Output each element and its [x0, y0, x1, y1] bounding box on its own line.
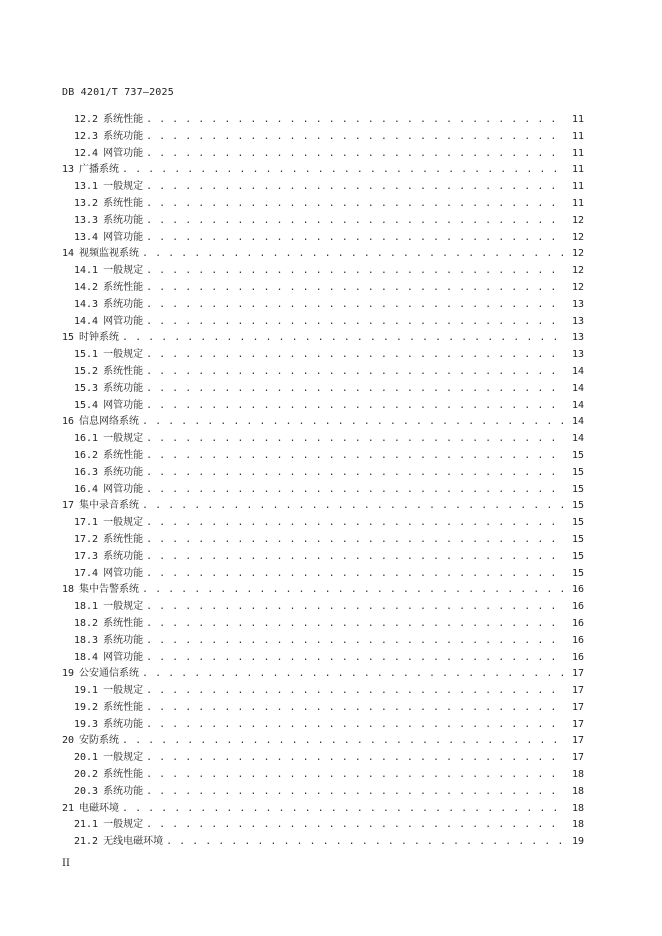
- toc-leader-dots: [142, 416, 565, 427]
- toc-entry-title: 网管功能: [103, 651, 144, 663]
- toc-entry-title: 系统功能: [103, 718, 144, 730]
- toc-entry-title: 系统性能: [103, 281, 144, 293]
- toc-entry[interactable]: [62, 799, 584, 816]
- toc-entry-page: 16: [571, 651, 584, 663]
- toc-entry-page: 17: [571, 668, 584, 680]
- toc-leader-dots: [146, 719, 565, 730]
- toc-entry-page: 17: [571, 735, 584, 747]
- toc-entry-page: 17: [571, 718, 584, 730]
- page-number-footer: II: [62, 858, 70, 869]
- toc-leader-dots: [146, 148, 565, 159]
- toc-entry-title: 网管功能: [103, 147, 144, 159]
- toc-entry-title: 系统性能: [103, 769, 144, 781]
- toc-entry-title: 一般规定: [103, 265, 144, 277]
- toc-leader-dots: [146, 450, 565, 461]
- toc-entry[interactable]: [62, 731, 584, 748]
- toc-entry-title: 系统功能: [103, 550, 144, 562]
- toc-entry-title: 一般规定: [103, 819, 144, 831]
- toc-entry-number: 12.2: [74, 114, 99, 125]
- toc-entry-title: 公安通信系统: [79, 668, 140, 680]
- toc-entry-title: 一般规定: [103, 685, 144, 697]
- toc-entry-title: 集中告警系统: [79, 584, 140, 596]
- toc-leader-dots: [122, 803, 565, 814]
- toc-entry-title: 系统性能: [103, 449, 144, 461]
- toc-entry-number: 18.2: [74, 617, 99, 629]
- toc-entry-title: 系统功能: [103, 634, 144, 646]
- toc-entry-page: 15: [571, 483, 584, 495]
- toc-entry-page: 16: [571, 601, 584, 613]
- toc-entry-title: 系统性能: [103, 114, 144, 125]
- toc-leader-dots: [142, 248, 565, 259]
- toc-entry-page: 11: [571, 197, 584, 209]
- toc-entry-title: 系统功能: [103, 466, 144, 478]
- toc-entry-page: 11: [571, 130, 584, 142]
- toc-entry-title: 一般规定: [103, 181, 144, 193]
- toc-entry-page: 15: [571, 449, 584, 461]
- toc-entry-number: 18.3: [74, 634, 99, 646]
- toc-leader-dots: [146, 265, 565, 276]
- toc-entry-page: 17: [571, 685, 584, 697]
- toc-entry-number: 15.3: [74, 382, 99, 394]
- toc-entry-title: 安防系统: [79, 735, 120, 747]
- toc-entry-page: 16: [571, 617, 584, 629]
- toc-entry[interactable]: [62, 211, 584, 228]
- toc-leader-dots: [146, 316, 565, 327]
- toc-leader-dots: [146, 534, 565, 545]
- toc-entry-page: 14: [571, 416, 584, 428]
- toc-entry[interactable]: [62, 664, 584, 681]
- toc-leader-dots: [122, 735, 565, 746]
- toc-entry[interactable]: [62, 631, 584, 648]
- toc-leader-dots: [146, 400, 565, 411]
- toc-entry-page: 15: [571, 533, 584, 545]
- toc-entry-number: 20: [62, 735, 75, 747]
- toc-entry[interactable]: [62, 463, 584, 480]
- toc-leader-dots: [146, 198, 565, 209]
- toc-entry-page: 12: [571, 265, 584, 277]
- toc-entry-title: 时钟系统: [79, 332, 120, 344]
- toc-entry-number: 12.3: [74, 130, 99, 142]
- toc-entry-title: 系统性能: [103, 197, 144, 209]
- toc-leader-dots: [146, 232, 565, 243]
- toc-leader-dots: [146, 551, 565, 562]
- toc-leader-dots: [146, 752, 565, 763]
- toc-leader-dots: [146, 433, 565, 444]
- toc-entry-number: 16.3: [74, 466, 99, 478]
- toc-entry-title: 一般规定: [103, 752, 144, 764]
- toc-leader-dots: [146, 652, 565, 663]
- toc-entry-number: 14.4: [74, 315, 99, 327]
- toc-leader-dots: [146, 517, 565, 528]
- toc-entry-title: 系统性能: [103, 701, 144, 713]
- toc-entry[interactable]: [62, 480, 584, 497]
- toc-entry[interactable]: [62, 278, 584, 295]
- toc-entry-page: 16: [571, 634, 584, 646]
- toc-entry[interactable]: [62, 379, 584, 396]
- toc-entry[interactable]: [62, 496, 584, 513]
- toc-leader-dots: [146, 618, 565, 629]
- toc-entry-page: 12: [571, 248, 584, 260]
- toc-entry[interactable]: [62, 648, 584, 665]
- toc-entry-page: 15: [571, 466, 584, 478]
- toc-entry[interactable]: [62, 312, 584, 329]
- toc-entry-number: 18.1: [74, 601, 99, 613]
- toc-entry-page: 15: [571, 567, 584, 579]
- toc-leader-dots: [146, 215, 565, 226]
- toc-entry-title: 电磁环境: [79, 802, 120, 814]
- toc-entry-number: 17.4: [74, 567, 99, 579]
- toc-entry-page: 11: [571, 147, 584, 159]
- toc-entry-number: 21.2: [74, 836, 99, 848]
- toc-entry[interactable]: [62, 261, 584, 278]
- toc-entry[interactable]: [62, 446, 584, 463]
- toc-entry-page: 13: [571, 349, 584, 361]
- toc-entry-number: 17.1: [74, 517, 99, 529]
- toc-entry-number: 19.1: [74, 685, 99, 697]
- toc-entry-page: 17: [571, 752, 584, 764]
- toc-entry-title: 网管功能: [103, 231, 144, 243]
- toc-leader-dots: [146, 769, 565, 780]
- toc-entry-title: 网管功能: [103, 483, 144, 495]
- toc-entry-title: 一般规定: [103, 349, 144, 361]
- toc-entry-page: 15: [571, 550, 584, 562]
- toc-entry-title: 一般规定: [103, 433, 144, 445]
- toc-entry[interactable]: [62, 765, 584, 782]
- toc-leader-dots: [146, 282, 565, 293]
- toc-entry-title: 网管功能: [103, 399, 144, 411]
- toc-leader-dots: [146, 702, 565, 713]
- toc-entry-page: 15: [571, 517, 584, 529]
- toc-entry-title: 视频监视系统: [79, 248, 140, 260]
- toc-entry-title: 系统功能: [103, 130, 144, 142]
- toc-entry-number: 17: [62, 500, 75, 512]
- toc-leader-dots: [142, 500, 565, 511]
- toc-leader-dots: [122, 164, 565, 175]
- toc-entry[interactable]: [62, 396, 584, 413]
- toc-entry-title: 系统性能: [103, 617, 144, 629]
- toc-leader-dots: [146, 131, 565, 142]
- toc-entry-title: 一般规定: [103, 601, 144, 613]
- toc-entry[interactable]: [62, 244, 584, 261]
- toc-entry-page: 11: [571, 164, 584, 176]
- toc-entry-number: 13.3: [74, 214, 99, 226]
- toc-leader-dots: [146, 181, 565, 192]
- toc-entry[interactable]: [62, 429, 584, 446]
- toc-entry[interactable]: [62, 177, 584, 194]
- toc-leader-dots: [146, 299, 565, 310]
- toc-entry[interactable]: [62, 815, 584, 832]
- toc-entry[interactable]: [62, 580, 584, 597]
- toc-entry-number: 15.4: [74, 399, 99, 411]
- toc-leader-dots: [146, 635, 565, 646]
- toc-entry-title: 系统功能: [103, 382, 144, 394]
- toc-entry-page: 11: [571, 181, 584, 193]
- toc-entry[interactable]: [62, 530, 584, 547]
- toc-entry-number: 21.1: [74, 819, 99, 831]
- toc-entry-number: 19.2: [74, 701, 99, 713]
- toc-entry-number: 20.2: [74, 769, 99, 781]
- toc-entry-title: 广播系统: [79, 164, 120, 176]
- toc-entry-page: 11: [571, 114, 584, 125]
- toc-entry[interactable]: [62, 362, 584, 379]
- toc-entry-page: 14: [571, 365, 584, 377]
- toc-leader-dots: [142, 668, 565, 679]
- toc-entry-number: 19: [62, 668, 75, 680]
- toc-leader-dots: [146, 568, 565, 579]
- toc-entry-number: 14.1: [74, 265, 99, 277]
- toc-entry-page: 14: [571, 382, 584, 394]
- toc-entry[interactable]: [62, 345, 584, 362]
- toc-entry-number: 13: [62, 164, 75, 176]
- toc-entry-title: 集中录音系统: [79, 500, 140, 512]
- toc-entry-number: 16.4: [74, 483, 99, 495]
- toc-leader-dots: [146, 383, 565, 394]
- toc-entry-title: 系统功能: [103, 214, 144, 226]
- toc-leader-dots: [146, 366, 565, 377]
- toc-entry-page: 12: [571, 281, 584, 293]
- toc-leader-dots: [122, 332, 565, 343]
- toc-entry-page: 18: [571, 802, 584, 814]
- toc-entry[interactable]: [62, 194, 584, 211]
- toc-entry-page: 18: [571, 769, 584, 781]
- toc-entry[interactable]: [62, 748, 584, 765]
- toc-entry-number: 20.1: [74, 752, 99, 764]
- toc-entry[interactable]: [62, 782, 584, 799]
- toc-entry-page: 18: [571, 819, 584, 831]
- toc-entry[interactable]: [62, 328, 584, 345]
- toc-entry-page: 15: [571, 500, 584, 512]
- toc-entry-number: 13.4: [74, 231, 99, 243]
- table-of-contents: [62, 110, 584, 849]
- document-code-header: DB 4201/T 737—2025: [62, 87, 174, 98]
- toc-entry[interactable]: [62, 412, 584, 429]
- toc-leader-dots: [146, 786, 565, 797]
- toc-entry-page: 19: [571, 836, 584, 848]
- toc-entry-number: 16: [62, 416, 75, 428]
- toc-entry[interactable]: [62, 547, 584, 564]
- toc-entry-number: 20.3: [74, 785, 99, 797]
- toc-leader-dots: [146, 819, 565, 830]
- toc-leader-dots: [146, 685, 565, 696]
- toc-entry-title: 网管功能: [103, 567, 144, 579]
- toc-entry-title: 网管功能: [103, 315, 144, 327]
- toc-leader-dots: [146, 467, 565, 478]
- toc-entry[interactable]: [62, 144, 584, 161]
- toc-entry-number: 19.3: [74, 718, 99, 730]
- toc-leader-dots: [146, 114, 565, 125]
- toc-entry-number: 14.3: [74, 298, 99, 310]
- toc-entry-number: 18: [62, 584, 75, 596]
- toc-entry-number: 16.1: [74, 433, 99, 445]
- toc-entry-page: 17: [571, 701, 584, 713]
- toc-entry-number: 21: [62, 802, 75, 814]
- toc-entry-page: 13: [571, 332, 584, 344]
- toc-leader-dots: [166, 836, 565, 847]
- toc-entry-title: 系统功能: [103, 785, 144, 797]
- toc-entry-title: 一般规定: [103, 517, 144, 529]
- toc-leader-dots: [142, 584, 565, 595]
- toc-entry[interactable]: [62, 127, 584, 144]
- toc-leader-dots: [146, 601, 565, 612]
- toc-entry-number: 14.2: [74, 281, 99, 293]
- toc-entry[interactable]: [62, 698, 584, 715]
- toc-entry-number: 14: [62, 248, 75, 260]
- toc-entry[interactable]: [62, 295, 584, 312]
- toc-entry-number: 15.2: [74, 365, 99, 377]
- toc-entry-title: 系统性能: [103, 365, 144, 377]
- toc-entry[interactable]: [62, 597, 584, 614]
- toc-entry[interactable]: [62, 513, 584, 530]
- toc-entry-page: 14: [571, 399, 584, 411]
- toc-entry-page: 16: [571, 584, 584, 596]
- toc-entry-title: 系统性能: [103, 533, 144, 545]
- toc-entry-page: 18: [571, 785, 584, 797]
- toc-entry[interactable]: [62, 110, 584, 127]
- toc-entry[interactable]: [62, 681, 584, 698]
- toc-entry-number: 12.4: [74, 147, 99, 159]
- toc-entry-number: 15: [62, 332, 75, 344]
- toc-entry-page: 14: [571, 433, 584, 445]
- toc-entry-page: 13: [571, 298, 584, 310]
- toc-entry[interactable]: [62, 160, 584, 177]
- toc-entry-number: 17.2: [74, 533, 99, 545]
- toc-entry-number: 13.2: [74, 197, 99, 209]
- toc-entry[interactable]: [62, 564, 584, 581]
- toc-entry-page: 13: [571, 315, 584, 327]
- toc-entry-title: 信息网络系统: [79, 416, 140, 428]
- toc-entry[interactable]: [62, 228, 584, 245]
- toc-entry[interactable]: [62, 832, 584, 849]
- toc-entry[interactable]: [62, 715, 584, 732]
- toc-entry-title: 系统功能: [103, 298, 144, 310]
- toc-entry[interactable]: [62, 614, 584, 631]
- toc-entry-page: 12: [571, 214, 584, 226]
- toc-entry-number: 16.2: [74, 449, 99, 461]
- toc-entry-page: 12: [571, 231, 584, 243]
- toc-entry-title: 无线电磁环境: [103, 836, 164, 848]
- toc-entry-number: 15.1: [74, 349, 99, 361]
- toc-entry-number: 13.1: [74, 181, 99, 193]
- toc-entry-number: 18.4: [74, 651, 99, 663]
- toc-leader-dots: [146, 349, 565, 360]
- toc-entry-number: 17.3: [74, 550, 99, 562]
- toc-leader-dots: [146, 484, 565, 495]
